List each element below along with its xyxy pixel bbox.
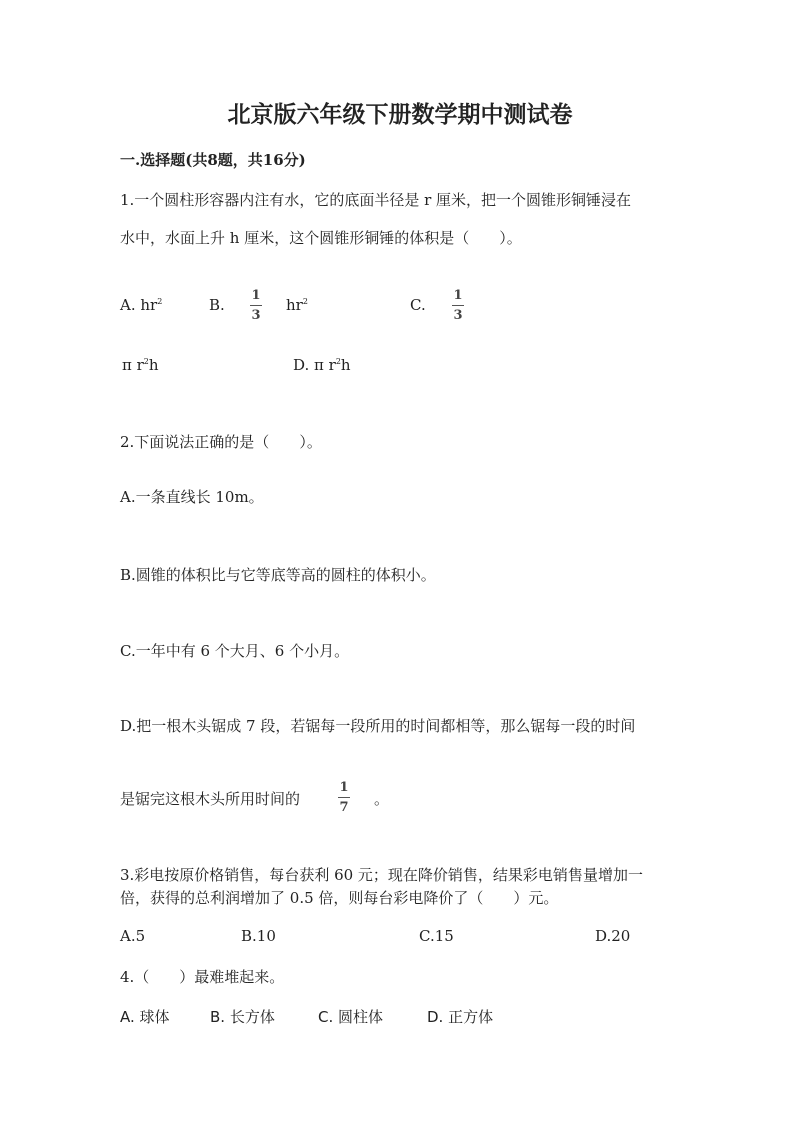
q4-option-a: A. 球体 — [120, 1008, 170, 1026]
q1-option-c-label: C. — [410, 296, 426, 314]
q1-option-b-fraction: 1 3 — [251, 288, 261, 323]
q4-option-c: C. 圆柱体 — [318, 1008, 384, 1026]
section-heading: 一.选择题(共8题，共16分) — [120, 151, 306, 169]
q1-option-a: A. $hr^2$ — [120, 296, 163, 314]
q3-stem-line2: 倍，获得的总利润增加了 0.5 倍，则每台彩电降价了（ ）元。 — [120, 889, 559, 907]
q3-option-c: C.15 — [419, 927, 454, 945]
q1-option-a-text: A. hr — [120, 296, 158, 314]
q2-option-d-fraction: 1 7 — [339, 780, 349, 815]
q1-option-c-continued: π $r^2h$ — [122, 356, 159, 374]
q1-stem-line1: 1.一个圆柱形容器内注有水，它的底面半径是 r 厘米，把一个圆锥形铜锤浸在 — [120, 191, 632, 209]
q3-stem-line1: 3.彩电按原价格销售，每台获利 60 元；现在降价销售，结果彩电销售量增加一 — [120, 866, 643, 884]
q2-stem: 2.下面说法正确的是（ ）。 — [120, 433, 322, 451]
q1-option-b-label: B. — [209, 296, 225, 314]
q1-option-c-fraction: 1 3 — [453, 288, 463, 323]
q4-option-d: D. 正方体 — [427, 1008, 494, 1026]
q1-option-d: D. π $r^2h$ — [293, 356, 351, 374]
q3-option-b: B.10 — [241, 927, 276, 945]
q4-stem: 4.（ ）最难堆起来。 — [120, 968, 285, 986]
q2-option-a: A.一条直线长 10m。 — [120, 488, 264, 506]
q2-option-d-line1: D.把一根木头锯成 7 段，若锯每一段所用的时间都相等，那么锯每一段的时间 — [120, 717, 636, 735]
q2-option-c: C.一年中有 6 个大月、6 个小月。 — [120, 642, 350, 660]
q2-option-d-line2: 是锯完这根木头所用时间的 — [120, 790, 301, 808]
q2-option-b: B.圆锥的体积比与它等底等高的圆柱的体积小。 — [120, 566, 436, 584]
page-title: 北京版六年级下册数学期中测试卷 — [227, 101, 573, 128]
q2-option-d-end: 。 — [374, 790, 390, 808]
q3-option-d: D.20 — [595, 927, 631, 945]
q4-option-b: B. 长方体 — [210, 1008, 275, 1026]
q3-option-a: A.5 — [120, 927, 146, 945]
q1-option-b-text: $hr^2$ — [286, 296, 308, 314]
q1-stem-line2: 水中，水面上升 h 厘米，这个圆锥形铜锤的体积是（ ）。 — [120, 229, 522, 247]
